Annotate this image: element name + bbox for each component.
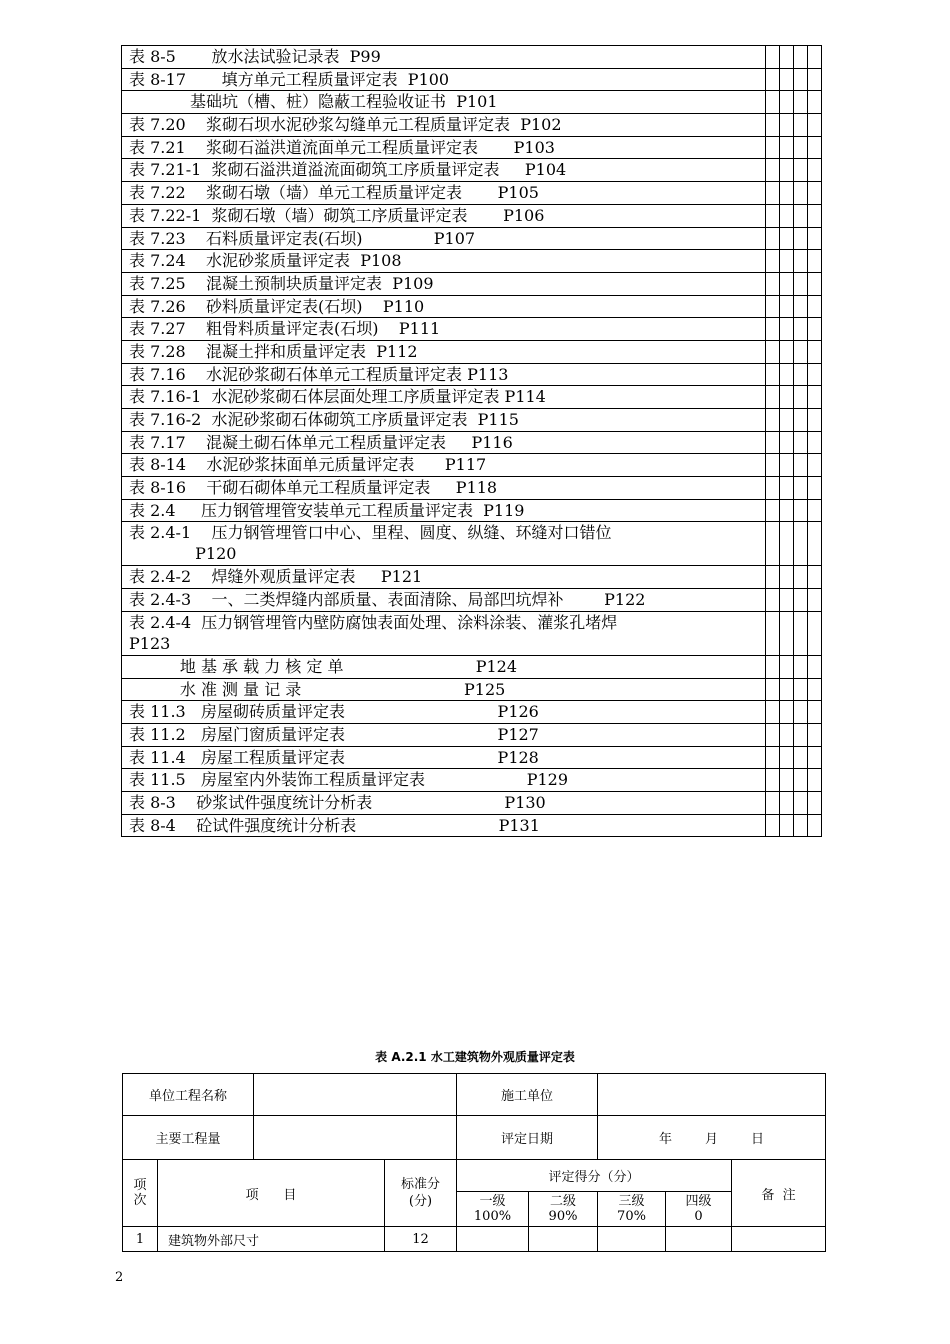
toc-check-cell	[780, 295, 794, 318]
toc-check-cell	[780, 589, 794, 612]
page-number: 2	[115, 1270, 124, 1285]
toc-check-cell	[794, 386, 808, 409]
grade-1-header: 一级 100%	[457, 1192, 529, 1227]
toc-check-cell	[780, 522, 794, 566]
col-score-header: 评定得分（分）	[457, 1160, 732, 1192]
toc-row	[122, 655, 822, 678]
toc-row	[122, 182, 822, 205]
toc-check-cell	[794, 272, 808, 295]
toc-row	[122, 409, 822, 432]
toc-check-cell	[766, 204, 780, 227]
toc-entry: 地 基 承 载 力 核 定 单 P124	[122, 655, 766, 678]
toc-check-cell	[780, 431, 794, 454]
toc-entry: 表 11.5 房屋室内外装饰工程质量评定表 P129	[122, 769, 766, 792]
toc-check-cell	[766, 46, 780, 69]
toc-check-cell	[794, 91, 808, 114]
toc-check-cell	[766, 114, 780, 137]
toc-row	[122, 746, 822, 769]
toc-check-cell	[808, 182, 822, 205]
toc-row	[122, 204, 822, 227]
toc-check-cell	[780, 746, 794, 769]
toc-row	[122, 159, 822, 182]
toc-entry: 表 8-17 填方单元工程质量评定表 P100	[122, 68, 766, 91]
toc-entry: 表 2.4 压力钢管埋管安装单元工程质量评定表 P119	[122, 499, 766, 522]
toc-check-cell	[794, 589, 808, 612]
toc-row	[122, 272, 822, 295]
toc-check-cell	[780, 791, 794, 814]
toc-check-cell	[808, 791, 822, 814]
toc-check-cell	[766, 136, 780, 159]
toc-check-cell	[780, 114, 794, 137]
toc-check-cell	[780, 340, 794, 363]
toc-row	[122, 295, 822, 318]
toc-check-cell	[766, 182, 780, 205]
unit-name-value	[254, 1074, 457, 1116]
toc-check-cell	[808, 68, 822, 91]
toc-check-cell	[794, 114, 808, 137]
main-qty-value	[254, 1116, 457, 1160]
toc-check-cell	[794, 477, 808, 500]
toc-row	[122, 68, 822, 91]
toc-check-cell	[794, 136, 808, 159]
toc-check-cell	[780, 204, 794, 227]
toc-check-cell	[808, 136, 822, 159]
toc-row	[122, 318, 822, 341]
toc-entry: 表 7.16-2 水泥砂浆砌石体砌筑工序质量评定表 P115	[122, 409, 766, 432]
toc-check-cell	[766, 91, 780, 114]
toc-row	[122, 522, 822, 566]
toc-check-cell	[808, 769, 822, 792]
toc-row	[122, 723, 822, 746]
toc-check-cell	[794, 204, 808, 227]
toc-check-cell	[780, 68, 794, 91]
row1-grade1	[457, 1227, 529, 1252]
row1-remark	[732, 1227, 826, 1252]
toc-check-cell	[794, 678, 808, 701]
toc-check-cell	[808, 46, 822, 69]
toc-entry: 表 11.4 房屋工程质量评定表 P128	[122, 746, 766, 769]
toc-check-cell	[780, 91, 794, 114]
contractor-label: 施工单位	[457, 1074, 598, 1116]
toc-entry: 表 7.22 浆砌石墩（墙）单元工程质量评定表 P105	[122, 182, 766, 205]
toc-row	[122, 678, 822, 701]
toc-check-cell	[794, 454, 808, 477]
toc-entry: 表 7.28 混凝土拌和质量评定表 P112	[122, 340, 766, 363]
toc-row	[122, 701, 822, 724]
row1-grade4	[666, 1227, 732, 1252]
toc-check-cell	[794, 769, 808, 792]
grade-4-header: 四级 0	[666, 1192, 732, 1227]
toc-check-cell	[808, 499, 822, 522]
toc-check-cell	[808, 678, 822, 701]
toc-row	[122, 363, 822, 386]
toc-check-cell	[808, 227, 822, 250]
toc-check-cell	[766, 409, 780, 432]
toc-row	[122, 791, 822, 814]
toc-check-cell	[780, 499, 794, 522]
toc-entry: 表 8-3 砂浆试件强度统计分析表 P130	[122, 791, 766, 814]
toc-check-cell	[780, 386, 794, 409]
toc-check-cell	[780, 46, 794, 69]
toc-entry: 表 2.4-2 焊缝外观质量评定表 P121	[122, 566, 766, 589]
toc-row	[122, 431, 822, 454]
row1-std: 12	[385, 1227, 457, 1252]
toc-check-cell	[794, 522, 808, 566]
toc-entry: 表 7.24 水泥砂浆质量评定表 P108	[122, 250, 766, 273]
toc-check-cell	[794, 68, 808, 91]
toc-check-cell	[766, 814, 780, 837]
toc-check-cell	[766, 791, 780, 814]
col-std-header: 标准分 (分)	[385, 1160, 457, 1227]
toc-check-cell	[794, 295, 808, 318]
toc-check-cell	[766, 499, 780, 522]
toc-entry: 表 7.27 粗骨料质量评定表(石坝) P111	[122, 318, 766, 341]
toc-check-cell	[766, 431, 780, 454]
toc-check-cell	[780, 136, 794, 159]
toc-check-cell	[766, 655, 780, 678]
toc-check-cell	[794, 723, 808, 746]
toc-check-cell	[794, 250, 808, 273]
toc-check-cell	[794, 159, 808, 182]
toc-check-cell	[808, 295, 822, 318]
toc-check-cell	[808, 272, 822, 295]
toc-check-cell	[766, 250, 780, 273]
toc-check-cell	[794, 611, 808, 655]
toc-entry: 表 7.25 混凝土预制块质量评定表 P109	[122, 272, 766, 295]
unit-name-label: 单位工程名称	[123, 1074, 254, 1116]
toc-check-cell	[766, 769, 780, 792]
toc-check-cell	[808, 114, 822, 137]
toc-check-cell	[766, 340, 780, 363]
toc-entry: 表 7.16 水泥砂浆砌石体单元工程质量评定表 P113	[122, 363, 766, 386]
toc-entry: 表 7.22-1 浆砌石墩（墙）砌筑工序质量评定表 P106	[122, 204, 766, 227]
toc-entry: 基础坑（槽、桩）隐蔽工程验收证书 P101	[122, 91, 766, 114]
grade-2-header: 二级 90%	[529, 1192, 598, 1227]
eval-table	[122, 1073, 826, 1252]
eval-date-value: 年 月 日	[598, 1116, 826, 1160]
toc-row	[122, 386, 822, 409]
toc-check-cell	[780, 769, 794, 792]
toc-entry: 表 8-4 砼试件强度统计分析表 P131	[122, 814, 766, 837]
toc-check-cell	[766, 295, 780, 318]
toc-check-cell	[794, 701, 808, 724]
toc-check-cell	[780, 250, 794, 273]
toc-row	[122, 136, 822, 159]
toc-row	[122, 611, 822, 655]
toc-check-cell	[808, 814, 822, 837]
toc-entry: 表 7.16-1 水泥砂浆砌石体层面处理工序质量评定表 P114	[122, 386, 766, 409]
toc-check-cell	[780, 655, 794, 678]
toc-check-cell	[766, 701, 780, 724]
eval-date-label: 评定日期	[457, 1116, 598, 1160]
toc-row	[122, 499, 822, 522]
toc-check-cell	[808, 522, 822, 566]
toc-check-cell	[766, 746, 780, 769]
toc-check-cell	[794, 566, 808, 589]
toc-check-cell	[780, 723, 794, 746]
toc-check-cell	[794, 431, 808, 454]
toc-check-cell	[766, 678, 780, 701]
toc-check-cell	[808, 746, 822, 769]
eval-table-caption: 表 A.2.1 水工建筑物外观质量评定表	[375, 1050, 575, 1064]
toc-check-cell	[808, 340, 822, 363]
toc-row	[122, 477, 822, 500]
toc-check-cell	[780, 611, 794, 655]
toc-check-cell	[780, 566, 794, 589]
toc-entry: 水 准 测 量 记 录 P125	[122, 678, 766, 701]
grade-3-header: 三级 70%	[598, 1192, 666, 1227]
toc-check-cell	[780, 409, 794, 432]
toc-check-cell	[808, 91, 822, 114]
toc-row	[122, 227, 822, 250]
contractor-value	[598, 1074, 826, 1116]
toc-check-cell	[780, 678, 794, 701]
toc-check-cell	[780, 363, 794, 386]
toc-check-cell	[808, 701, 822, 724]
toc-table	[121, 45, 822, 837]
toc-entry: 表 7.21 浆砌石溢洪道流面单元工程质量评定表 P103	[122, 136, 766, 159]
main-qty-label: 主要工程量	[123, 1116, 254, 1160]
toc-check-cell	[794, 746, 808, 769]
toc-check-cell	[766, 227, 780, 250]
toc-check-cell	[808, 250, 822, 273]
toc-row	[122, 589, 822, 612]
toc-check-cell	[766, 454, 780, 477]
row1-grade2	[529, 1227, 598, 1252]
toc-entry: 表 8-14 水泥砂浆抹面单元质量评定表 P117	[122, 454, 766, 477]
toc-row	[122, 250, 822, 273]
toc-check-cell	[794, 655, 808, 678]
toc-row	[122, 769, 822, 792]
toc-check-cell	[766, 589, 780, 612]
toc-entry: 表 11.3 房屋砌砖质量评定表 P126	[122, 701, 766, 724]
toc-entry: 表 8-16 干砌石砌体单元工程质量评定表 P118	[122, 477, 766, 500]
toc-entry: 表 8-5 放水法试验记录表 P99	[122, 46, 766, 69]
toc-check-cell	[780, 814, 794, 837]
toc-check-cell	[766, 566, 780, 589]
toc-check-cell	[780, 701, 794, 724]
toc-check-cell	[808, 159, 822, 182]
toc-row	[122, 814, 822, 837]
toc-check-cell	[766, 159, 780, 182]
toc-check-cell	[794, 791, 808, 814]
toc-check-cell	[808, 655, 822, 678]
toc-check-cell	[794, 227, 808, 250]
toc-entry: 表 11.2 房屋门窗质量评定表 P127	[122, 723, 766, 746]
toc-row	[122, 566, 822, 589]
toc-entry: 表 2.4-3 一、二类焊缝内部质量、表面清除、局部凹坑焊补 P122	[122, 589, 766, 612]
toc-entry: 表 7.23 石料质量评定表(石坝) P107	[122, 227, 766, 250]
toc-check-cell	[780, 159, 794, 182]
toc-check-cell	[766, 68, 780, 91]
row1-item: 建筑物外部尺寸	[158, 1227, 385, 1252]
toc-row	[122, 91, 822, 114]
toc-check-cell	[794, 363, 808, 386]
toc-check-cell	[808, 363, 822, 386]
toc-check-cell	[780, 454, 794, 477]
toc-entry: 表 7.26 砂料质量评定表(石坝) P110	[122, 295, 766, 318]
toc-check-cell	[780, 318, 794, 341]
toc-check-cell	[794, 499, 808, 522]
toc-row	[122, 340, 822, 363]
toc-entry: 表 7.17 混凝土砌石体单元工程质量评定表 P116	[122, 431, 766, 454]
toc-check-cell	[794, 318, 808, 341]
toc-row	[122, 454, 822, 477]
toc-check-cell	[808, 431, 822, 454]
toc-check-cell	[794, 814, 808, 837]
toc-entry: 表 2.4-4 压力钢管埋管内壁防腐蚀表面处理、涂料涂装、灌浆孔堵焊 P123	[122, 611, 766, 655]
toc-entry: 表 7.20 浆砌石坝水泥砂浆勾缝单元工程质量评定表 P102	[122, 114, 766, 137]
row1-grade3	[598, 1227, 666, 1252]
toc-check-cell	[808, 204, 822, 227]
toc-check-cell	[794, 340, 808, 363]
toc-check-cell	[808, 409, 822, 432]
toc-entry: 表 2.4-1 压力钢管埋管口中心、里程、圆度、纵缝、环缝对口错位 P120	[122, 522, 766, 566]
toc-check-cell	[808, 566, 822, 589]
toc-check-cell	[766, 477, 780, 500]
toc-check-cell	[766, 522, 780, 566]
toc-check-cell	[808, 318, 822, 341]
toc-check-cell	[808, 454, 822, 477]
toc-check-cell	[766, 611, 780, 655]
col-item-header: 项 目	[158, 1160, 385, 1227]
toc-check-cell	[766, 272, 780, 295]
col-seq-header: 项 次	[123, 1160, 158, 1227]
toc-check-cell	[780, 182, 794, 205]
toc-check-cell	[766, 386, 780, 409]
toc-check-cell	[766, 363, 780, 386]
row1-seq: 1	[123, 1227, 158, 1252]
toc-check-cell	[780, 272, 794, 295]
col-remark-header: 备 注	[732, 1160, 826, 1227]
toc-check-cell	[766, 723, 780, 746]
toc-check-cell	[780, 227, 794, 250]
toc-check-cell	[808, 611, 822, 655]
toc-check-cell	[766, 318, 780, 341]
toc-check-cell	[780, 477, 794, 500]
toc-entry: 表 7.21-1 浆砌石溢洪道溢流面砌筑工序质量评定表 P104	[122, 159, 766, 182]
toc-check-cell	[808, 723, 822, 746]
toc-check-cell	[794, 182, 808, 205]
toc-check-cell	[794, 46, 808, 69]
toc-row	[122, 46, 822, 69]
toc-row	[122, 114, 822, 137]
toc-check-cell	[794, 409, 808, 432]
toc-check-cell	[808, 589, 822, 612]
toc-check-cell	[808, 477, 822, 500]
toc-check-cell	[808, 386, 822, 409]
